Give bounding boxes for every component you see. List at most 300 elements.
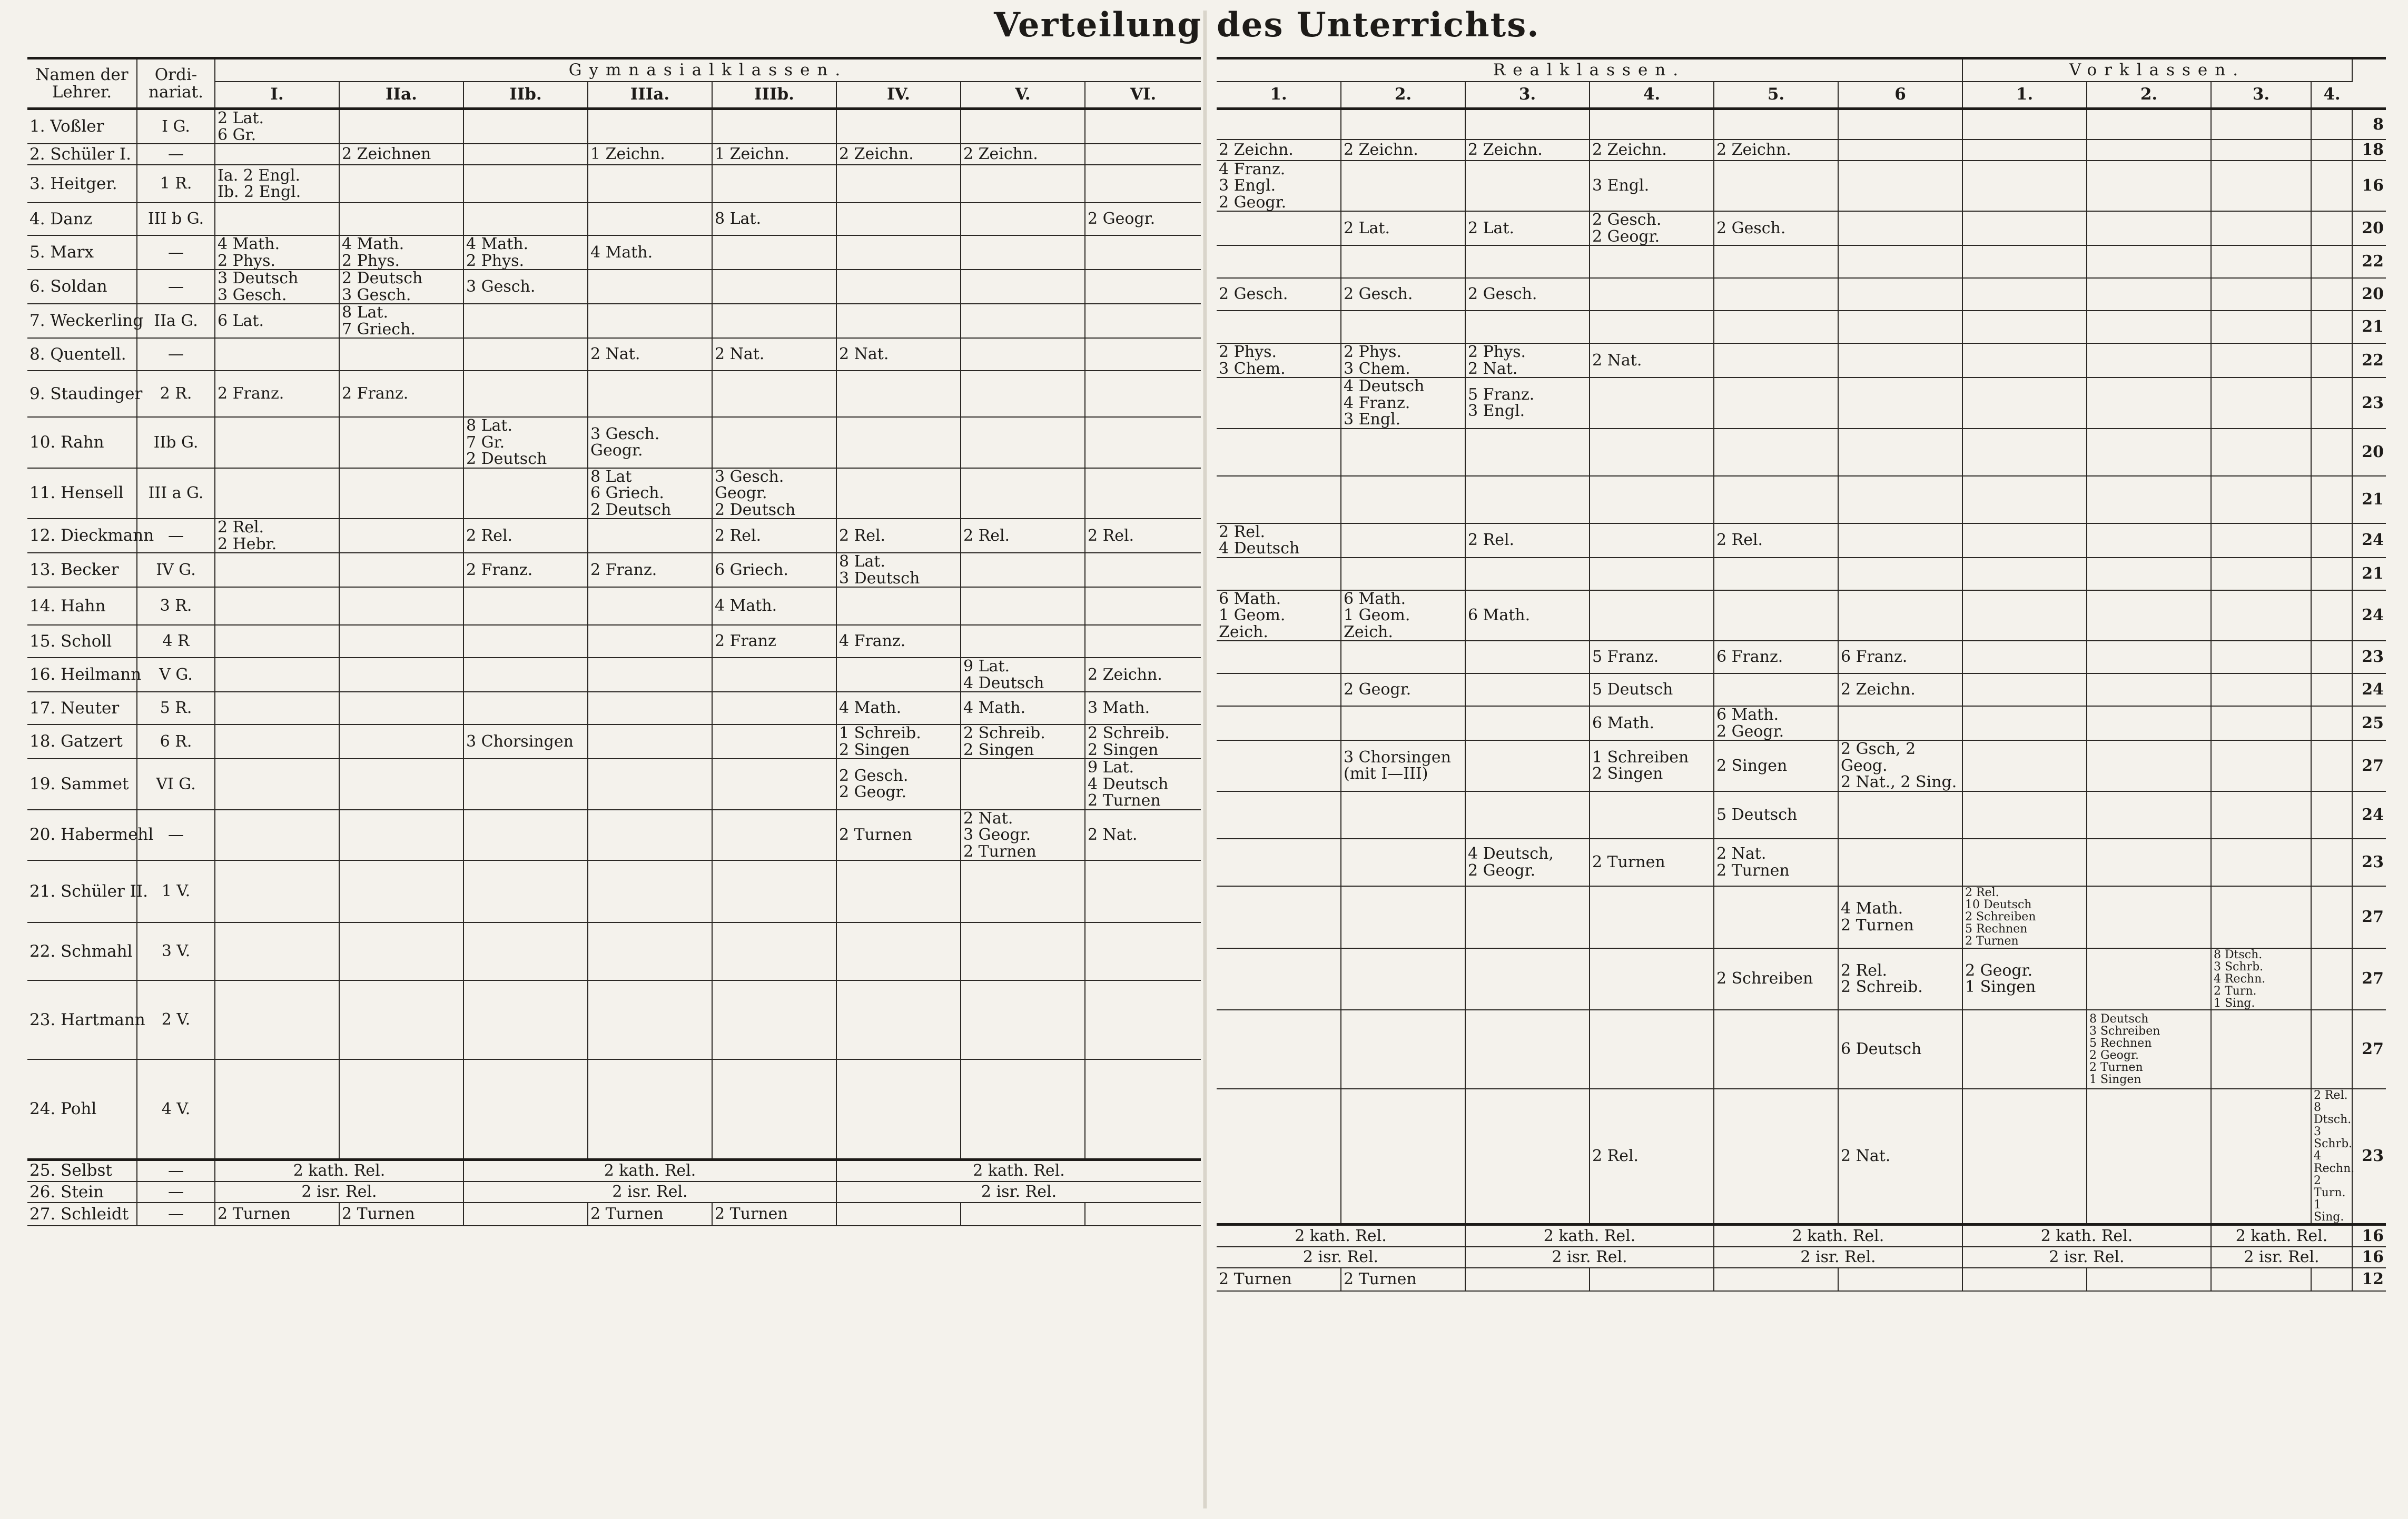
- lesson-cell: [1714, 109, 1838, 140]
- lesson-cell: [1341, 523, 1465, 558]
- lesson-cell: [2311, 558, 2352, 590]
- table-row: [27, 165, 1201, 203]
- lesson-cell: [1085, 587, 1201, 625]
- lesson-cell: [588, 371, 712, 417]
- teacher-name: 10. Rahn: [27, 417, 137, 468]
- lesson-cell: [1465, 476, 1590, 523]
- lesson-cell: [2311, 378, 2352, 429]
- lesson-cell: [588, 692, 712, 724]
- lesson-cell: 2 Gesch.: [1341, 278, 1465, 311]
- lesson-cell: 3 Gesch. Geogr. 2 Deutsch: [712, 468, 836, 519]
- lesson-cell: [712, 724, 836, 759]
- lesson-cell: [1217, 1089, 1341, 1225]
- lesson-cell: [1341, 1010, 1465, 1089]
- lesson-cell: 8 Lat. 3 Deutsch: [836, 553, 961, 587]
- lesson-cell: [588, 658, 712, 692]
- lesson-cell: 2 Zeichn.: [1714, 140, 1838, 161]
- lesson-cell: [1085, 922, 1201, 980]
- lesson-cell: [1217, 245, 1341, 278]
- lesson-cell: [1085, 371, 1201, 417]
- lesson-cell: [2211, 523, 2311, 558]
- lesson-cell: [2211, 343, 2311, 378]
- lesson-cell: [463, 625, 588, 658]
- teacher-name: 21. Schüler II.: [27, 860, 137, 922]
- lesson-cell: 2 Turnen: [712, 1203, 836, 1226]
- lesson-cell: 2 Geogr.: [1341, 673, 1465, 706]
- teacher-name: 26. Stein: [27, 1182, 137, 1203]
- lesson-cell: 2 Zeichn.: [1590, 140, 1714, 161]
- class-header-vor-3: 3.: [2211, 82, 2311, 109]
- lesson-cell: [1962, 343, 2087, 378]
- teacher-name: 24. Pohl: [27, 1059, 137, 1159]
- class-header-real-1: 1.: [1217, 82, 1341, 109]
- lesson-cell: [588, 922, 712, 980]
- lesson-cell: [463, 759, 588, 810]
- lesson-cell: 2 Turnen: [339, 1203, 463, 1226]
- table-row: [27, 1059, 1201, 1159]
- lesson-cell: 2 Nat. 2 Turnen: [1714, 839, 1838, 886]
- table-row: [27, 417, 1201, 468]
- lesson-cell: [1465, 706, 1590, 740]
- teacher-name: 18. Gatzert: [27, 724, 137, 759]
- lesson-cell: [1085, 980, 1201, 1059]
- lesson-cell: [463, 810, 588, 861]
- lesson-cell: [2087, 706, 2211, 740]
- lesson-cell: [2211, 476, 2311, 523]
- ordinariat: III a G.: [137, 468, 215, 519]
- lesson-cell: 2 Gesch. 2 Geogr.: [1590, 211, 1714, 245]
- lesson-cell: [215, 980, 339, 1059]
- lesson-cell: [1085, 304, 1201, 338]
- lesson-cell: 2 Franz: [712, 625, 836, 658]
- lesson-cell: [1341, 558, 1465, 590]
- lesson-cell: [339, 519, 463, 553]
- lesson-span: 2 kath. Rel.: [1217, 1225, 1465, 1247]
- lesson-cell: [961, 468, 1085, 519]
- lesson-cell: [1962, 1010, 2087, 1089]
- lesson-cell: [463, 109, 588, 144]
- lesson-cell: [1714, 1010, 1838, 1089]
- lesson-cell: [961, 553, 1085, 587]
- lesson-cell: [2211, 1268, 2311, 1291]
- lesson-cell: [215, 860, 339, 922]
- lesson-cell: [961, 165, 1085, 203]
- lesson-cell: [588, 304, 712, 338]
- lesson-cell: [588, 759, 712, 810]
- table-row: [27, 235, 1201, 270]
- lesson-cell: 2 Franz.: [215, 371, 339, 417]
- lesson-cell: 2 Turnen: [836, 810, 961, 861]
- lesson-cell: 1 Zeichn.: [588, 144, 712, 165]
- lesson-cell: [1838, 791, 1962, 839]
- lesson-cell: 2 Schreib. 2 Singen: [1085, 724, 1201, 759]
- teacher-name: 14. Hahn: [27, 587, 137, 625]
- lesson-cell: 3 Gesch.: [463, 270, 588, 304]
- lesson-cell: 2 Rel.: [712, 519, 836, 553]
- lesson-cell: [339, 980, 463, 1059]
- table-row: [1217, 429, 2386, 476]
- lesson-cell: 6 Math. 2 Geogr.: [1714, 706, 1838, 740]
- lesson-cell: [2211, 791, 2311, 839]
- lesson-cell: 4 Math.: [961, 692, 1085, 724]
- table-row: [27, 1203, 1201, 1226]
- column-header-ordinariat: Ordi- nariat.: [137, 58, 215, 109]
- lesson-cell: [2311, 476, 2352, 523]
- lesson-cell: 2 Lat.: [1465, 211, 1590, 245]
- lesson-cell: [1962, 641, 2087, 673]
- lesson-cell: [2087, 740, 2211, 791]
- lesson-cell: [588, 109, 712, 144]
- lesson-cell: [1838, 706, 1962, 740]
- lesson-cell: [712, 109, 836, 144]
- lesson-cell: 2 Nat.: [712, 338, 836, 371]
- lesson-cell: [2087, 1089, 2211, 1225]
- class-header-gym-3: IIb.: [463, 82, 588, 109]
- lesson-cell: [2311, 1268, 2352, 1291]
- lesson-cell: [2087, 523, 2211, 558]
- lesson-cell: [1341, 839, 1465, 886]
- lesson-cell: [339, 922, 463, 980]
- lesson-cell: [712, 922, 836, 980]
- lesson-cell: 6 Math. 1 Geom. Zeich.: [1217, 590, 1341, 641]
- lesson-cell: [1962, 311, 2087, 343]
- lesson-cell: [712, 692, 836, 724]
- lesson-cell: [961, 270, 1085, 304]
- lesson-cell: [961, 625, 1085, 658]
- lesson-cell: 9 Lat. 4 Deutsch: [961, 658, 1085, 692]
- group-header-vorklassen: Vorklassen.: [1962, 58, 2352, 82]
- lesson-cell: [588, 980, 712, 1059]
- lesson-cell: [961, 338, 1085, 371]
- lesson-cell: [1590, 245, 1714, 278]
- lesson-cell: [1217, 429, 1341, 476]
- lesson-cell: [1217, 791, 1341, 839]
- lesson-cell: [2087, 109, 2211, 140]
- lesson-cell: [2087, 429, 2211, 476]
- lesson-cell: [1217, 378, 1341, 429]
- lesson-cell: [1962, 476, 2087, 523]
- table-row: [27, 759, 1201, 810]
- table-row: [27, 658, 1201, 692]
- lesson-cell: 3 Math.: [1085, 692, 1201, 724]
- lesson-cell: [2211, 311, 2311, 343]
- lesson-cell: [2311, 211, 2352, 245]
- lesson-cell: [1838, 245, 1962, 278]
- lesson-cell: [2211, 161, 2311, 212]
- teacher-name: 11. Hensell: [27, 468, 137, 519]
- teacher-name: 8. Quentell.: [27, 338, 137, 371]
- lesson-cell: 2 Zeichnen: [339, 144, 463, 165]
- lesson-cell: 2 Zeichn.: [961, 144, 1085, 165]
- lesson-cell: [1714, 673, 1838, 706]
- lesson-cell: [1465, 886, 1590, 948]
- ordinariat: 6 R.: [137, 724, 215, 759]
- hours-total: 27: [2352, 948, 2386, 1010]
- teacher-name: 6. Soldan: [27, 270, 137, 304]
- lesson-cell: [1714, 378, 1838, 429]
- lesson-cell: 3 Chorsingen: [463, 724, 588, 759]
- lesson-cell: [1085, 1203, 1201, 1226]
- lesson-cell: [1838, 523, 1962, 558]
- lesson-cell: [1341, 429, 1465, 476]
- lesson-cell: 2 Deutsch 3 Gesch.: [339, 270, 463, 304]
- lesson-cell: [712, 980, 836, 1059]
- table-row: [1217, 245, 2386, 278]
- lesson-cell: [2311, 791, 2352, 839]
- lesson-cell: [712, 860, 836, 922]
- hours-total: 22: [2352, 245, 2386, 278]
- lesson-cell: [1714, 245, 1838, 278]
- lesson-cell: [339, 625, 463, 658]
- lesson-cell: 2 Rel. 2 Hebr.: [215, 519, 339, 553]
- lesson-cell: [961, 1203, 1085, 1226]
- lesson-cell: 4 Math.: [712, 587, 836, 625]
- lesson-cell: [1714, 476, 1838, 523]
- lesson-cell: [1590, 1268, 1714, 1291]
- lesson-cell: [588, 203, 712, 235]
- teacher-name: 2. Schüler I.: [27, 144, 137, 165]
- lesson-cell: [1465, 161, 1590, 212]
- lesson-cell: [463, 587, 588, 625]
- lesson-cell: [2211, 1089, 2311, 1225]
- lesson-cell: [1714, 278, 1838, 311]
- class-header-gym-7: V.: [961, 82, 1085, 109]
- lesson-cell: [2311, 343, 2352, 378]
- class-header-gym-6: IV.: [836, 82, 961, 109]
- lesson-cell: [836, 468, 961, 519]
- hours-total: 12: [2352, 1268, 2386, 1291]
- lesson-cell: 8 Lat. 7 Griech.: [339, 304, 463, 338]
- page-gutter: [1203, 11, 1207, 1508]
- lesson-cell: 2 Schreiben: [1714, 948, 1838, 1010]
- lesson-cell: [2087, 343, 2211, 378]
- lesson-cell: 4 Math.: [836, 692, 961, 724]
- lesson-cell: 2 Zeichn.: [1838, 673, 1962, 706]
- hours-total: 24: [2352, 673, 2386, 706]
- lesson-cell: [2311, 429, 2352, 476]
- real-vorklassen-table: [1217, 57, 2386, 1292]
- lesson-cell: [2087, 211, 2211, 245]
- lesson-cell: [339, 692, 463, 724]
- lesson-cell: [339, 109, 463, 144]
- lesson-cell: 2 Rel. 2 Schreib.: [1838, 948, 1962, 1010]
- lesson-cell: [1341, 948, 1465, 1010]
- lesson-cell: [712, 165, 836, 203]
- table-row: [1217, 1225, 2386, 1247]
- table-row: [1217, 1247, 2386, 1268]
- lesson-cell: [463, 338, 588, 371]
- lesson-cell: [1838, 161, 1962, 212]
- lesson-cell: [961, 922, 1085, 980]
- lesson-cell: [1085, 235, 1201, 270]
- lesson-cell: 4 Franz.: [836, 625, 961, 658]
- class-header-vor-2: 2.: [2087, 82, 2211, 109]
- hours-total: 27: [2352, 740, 2386, 791]
- table-row: [1217, 590, 2386, 641]
- lesson-cell: 2 Rel.: [1465, 523, 1590, 558]
- ordinariat: —: [137, 144, 215, 165]
- lesson-cell: [1465, 109, 1590, 140]
- hours-total: 18: [2352, 140, 2386, 161]
- lesson-cell: [1962, 140, 2087, 161]
- lesson-cell: [1341, 791, 1465, 839]
- lesson-cell: 2 Franz.: [339, 371, 463, 417]
- lesson-cell: [215, 587, 339, 625]
- lesson-cell: 2 Rel. 10 Deutsch 2 Schreiben 5 Rechnen 2 Turnen: [1962, 886, 2087, 948]
- table-row: [1217, 1089, 2386, 1225]
- lesson-span: 2 isr. Rel.: [1465, 1247, 1714, 1268]
- lesson-cell: [2311, 278, 2352, 311]
- teacher-name: 22. Schmahl: [27, 922, 137, 980]
- table-row: [1217, 706, 2386, 740]
- lesson-cell: [1217, 948, 1341, 1010]
- lesson-cell: [2211, 140, 2311, 161]
- lesson-cell: [1085, 338, 1201, 371]
- hours-total: 23: [2352, 1089, 2386, 1225]
- teacher-name: 3. Heitger.: [27, 165, 137, 203]
- lesson-cell: [836, 1203, 961, 1226]
- lesson-cell: [339, 724, 463, 759]
- lesson-cell: [2087, 140, 2211, 161]
- lesson-cell: [2211, 839, 2311, 886]
- lesson-cell: [1590, 311, 1714, 343]
- lesson-cell: [2087, 948, 2211, 1010]
- lesson-cell: [1217, 641, 1341, 673]
- lesson-cell: 2 Franz.: [588, 553, 712, 587]
- lesson-cell: [2087, 558, 2211, 590]
- lesson-cell: [1962, 523, 2087, 558]
- table-row: [27, 1182, 1201, 1203]
- table-row: [27, 203, 1201, 235]
- lesson-cell: 2 Schreib. 2 Singen: [961, 724, 1085, 759]
- lesson-cell: [1465, 1010, 1590, 1089]
- lesson-cell: [836, 165, 961, 203]
- table-row: [1217, 278, 2386, 311]
- lesson-cell: [1838, 109, 1962, 140]
- lesson-cell: 5 Franz. 3 Engl.: [1465, 378, 1590, 429]
- class-header-real-2: 2.: [1341, 82, 1465, 109]
- lesson-cell: [1465, 673, 1590, 706]
- lesson-cell: 2 Phys. 2 Nat.: [1465, 343, 1590, 378]
- ordinariat: V G.: [137, 658, 215, 692]
- lesson-cell: 8 Lat.: [712, 203, 836, 235]
- class-header-real-3: 3.: [1465, 82, 1590, 109]
- lesson-cell: [712, 270, 836, 304]
- lesson-cell: [339, 338, 463, 371]
- lesson-cell: 5 Deutsch: [1714, 791, 1838, 839]
- lesson-cell: [2087, 245, 2211, 278]
- lesson-cell: [215, 553, 339, 587]
- lesson-cell: [2211, 740, 2311, 791]
- hours-total: 24: [2352, 590, 2386, 641]
- lesson-cell: [2311, 706, 2352, 740]
- lesson-cell: [961, 860, 1085, 922]
- table-row: [1217, 140, 2386, 161]
- lesson-cell: [2087, 1268, 2211, 1291]
- lesson-cell: [1590, 429, 1714, 476]
- teacher-name: 15. Scholl: [27, 625, 137, 658]
- lesson-cell: [2311, 673, 2352, 706]
- lesson-cell: [215, 417, 339, 468]
- lesson-cell: [1590, 948, 1714, 1010]
- lesson-cell: 2 Rel.: [1714, 523, 1838, 558]
- lesson-cell: 8 Deutsch 3 Schreiben 5 Rechnen 2 Geogr. 2 Turnen 1 Singen: [2087, 1010, 2211, 1089]
- lesson-cell: [1465, 948, 1590, 1010]
- lesson-cell: [2311, 948, 2352, 1010]
- lesson-cell: [339, 203, 463, 235]
- lesson-cell: [1085, 109, 1201, 144]
- hours-total: 22: [2352, 343, 2386, 378]
- table-row: [1217, 343, 2386, 378]
- lesson-cell: 2 Turnen: [588, 1203, 712, 1226]
- ordinariat: IIa G.: [137, 304, 215, 338]
- heading-left: Verteilung: [994, 5, 1202, 45]
- lesson-cell: [836, 417, 961, 468]
- lesson-cell: [1217, 706, 1341, 740]
- lesson-cell: [1217, 1010, 1341, 1089]
- lesson-cell: [1465, 1268, 1590, 1291]
- lesson-cell: [1465, 429, 1590, 476]
- lesson-cell: [2087, 161, 2211, 212]
- lesson-cell: [712, 371, 836, 417]
- table-row: [1217, 886, 2386, 948]
- lesson-cell: [2311, 590, 2352, 641]
- table-row: [27, 371, 1201, 417]
- table-row: [1217, 641, 2386, 673]
- ordinariat: 3 R.: [137, 587, 215, 625]
- lesson-cell: [2211, 429, 2311, 476]
- lesson-cell: [1590, 590, 1714, 641]
- lesson-cell: [836, 587, 961, 625]
- lesson-cell: 2 Nat.: [1085, 810, 1201, 861]
- lesson-cell: [2211, 673, 2311, 706]
- lesson-cell: [1962, 245, 2087, 278]
- class-header-real-6: 6: [1838, 82, 1962, 109]
- teacher-name: 27. Schleidt: [27, 1203, 137, 1226]
- lesson-cell: [836, 235, 961, 270]
- lesson-cell: [2087, 641, 2211, 673]
- lesson-cell: 2 Rel.: [1085, 519, 1201, 553]
- lesson-cell: 6 Lat.: [215, 304, 339, 338]
- hours-total: 20: [2352, 211, 2386, 245]
- ordinariat: III b G.: [137, 203, 215, 235]
- table-row: [1217, 161, 2386, 212]
- lesson-cell: [1465, 641, 1590, 673]
- table-row: [27, 1159, 1201, 1182]
- ordinariat: —: [137, 1182, 215, 1203]
- lesson-cell: [1217, 558, 1341, 590]
- lesson-cell: [588, 519, 712, 553]
- lesson-cell: [1217, 109, 1341, 140]
- teacher-name: 13. Becker: [27, 553, 137, 587]
- lesson-cell: [1590, 558, 1714, 590]
- lesson-cell: [1962, 278, 2087, 311]
- lesson-cell: [588, 165, 712, 203]
- lesson-cell: 3 Deutsch 3 Gesch.: [215, 270, 339, 304]
- lesson-cell: 2 Nat.: [1838, 1089, 1962, 1225]
- lesson-cell: [1838, 343, 1962, 378]
- ordinariat: 4 V.: [137, 1059, 215, 1159]
- lesson-cell: [2311, 523, 2352, 558]
- lesson-cell: [463, 144, 588, 165]
- lesson-span: 2 isr. Rel.: [215, 1182, 463, 1203]
- lesson-cell: [215, 810, 339, 861]
- lesson-cell: 2 Geogr. 1 Singen: [1962, 948, 2087, 1010]
- ordinariat: 1 V.: [137, 860, 215, 922]
- lesson-cell: [1962, 706, 2087, 740]
- teacher-name: 5. Marx: [27, 235, 137, 270]
- lesson-cell: [712, 304, 836, 338]
